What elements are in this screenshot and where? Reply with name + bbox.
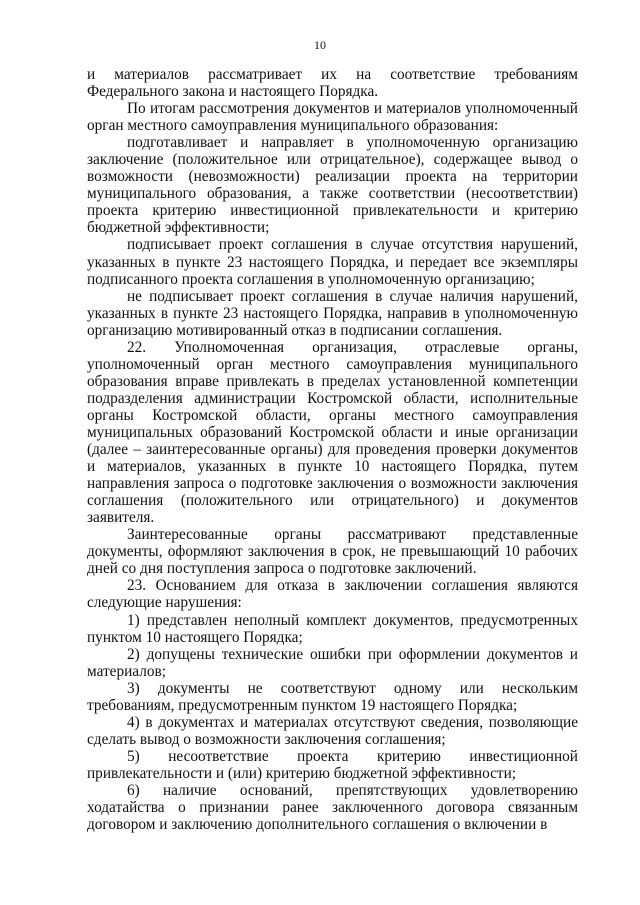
list-item: 6) наличие оснований, препятствующих удовлетворению ходатайства о признании ранее заключенного договора связанным договором и заключению дополнительного соглашения о включении в: [87, 781, 578, 834]
paragraph: Заинтересованные органы рассматривают представленные документы, оформляют заключения в срок, не превышающий 10 рабочих дней со дня поступления запроса о подготовке заключений.: [87, 526, 578, 578]
list-item: 2) допущены технические ошибки при оформлении документов и материалов;: [87, 645, 578, 680]
paragraph: подготавливает и направляет в уполномоченную организацию заключение (положительное или отрицательное), содержащее вывод о возможности (невозможности) реализации проекта на территории муниципального образования, а также соответствии (несоответствии) проекта критерию инвестиционной привлекательности и критерию бюджетной эффективности;: [87, 134, 578, 237]
paragraph: По итогам рассмотрения документов и материалов уполномоченный орган местного самоуправления муниципального образования:: [87, 100, 578, 135]
page-number: 10: [314, 38, 326, 52]
list-item: 3) документы не соответствуют одному или нескольким требованиям, предусмотренным пунктом 19 настоящего Порядка;: [87, 679, 578, 714]
paragraph: не подписывает проект соглашения в случае наличия нарушений, указанных в пункте 23 настоящего Порядка, направив в уполномоченную организацию мотивированный отказ в подписании соглашения.: [87, 287, 578, 339]
list-item: 4) в документах и материалах отсутствуют сведения, позволяющие сделать вывод о возможности заключения соглашения;: [87, 713, 578, 748]
paragraph: 23. Основанием для отказа в заключении соглашения являются следующие нарушения:: [87, 577, 578, 612]
list-item: 5) несоответствие проекта критерию инвестиционной привлекательности и (или) критерию бюджетной эффективности;: [87, 747, 578, 782]
document-body: [87, 66, 578, 833]
paragraph: 22. Уполномоченная организация, отраслевые органы, уполномоченный орган местного самоуправления муниципального образования вправе привлекать в пределах установленной компетенции подразделения администрации Костромской области, исполнительные органы Костромской области, органы местного самоуправления муниципальных образований Костромской области и иные организации (далее – заинтересованные органы) для проведения проверки документов и материалов, указанных в пункте 10 настоящего Порядка, путем направления запроса о подготовке заключения о возможности заключения соглашения (положительного или отрицательного) и документов заявителя.: [87, 338, 578, 527]
paragraph: и материалов рассматривает их на соответствие требованиям Федерального закона и настоящего Порядка.: [87, 66, 578, 101]
paragraph: подписывает проект соглашения в случае отсутствия нарушений, указанных в пункте 23 настоящего Порядка, и передает все экземпляры подписанного проекта соглашения в уполномоченную организацию;: [87, 236, 578, 288]
list-item: 1) представлен неполный комплект документов, предусмотренных пунктом 10 настоящего Порядка;: [87, 611, 578, 646]
